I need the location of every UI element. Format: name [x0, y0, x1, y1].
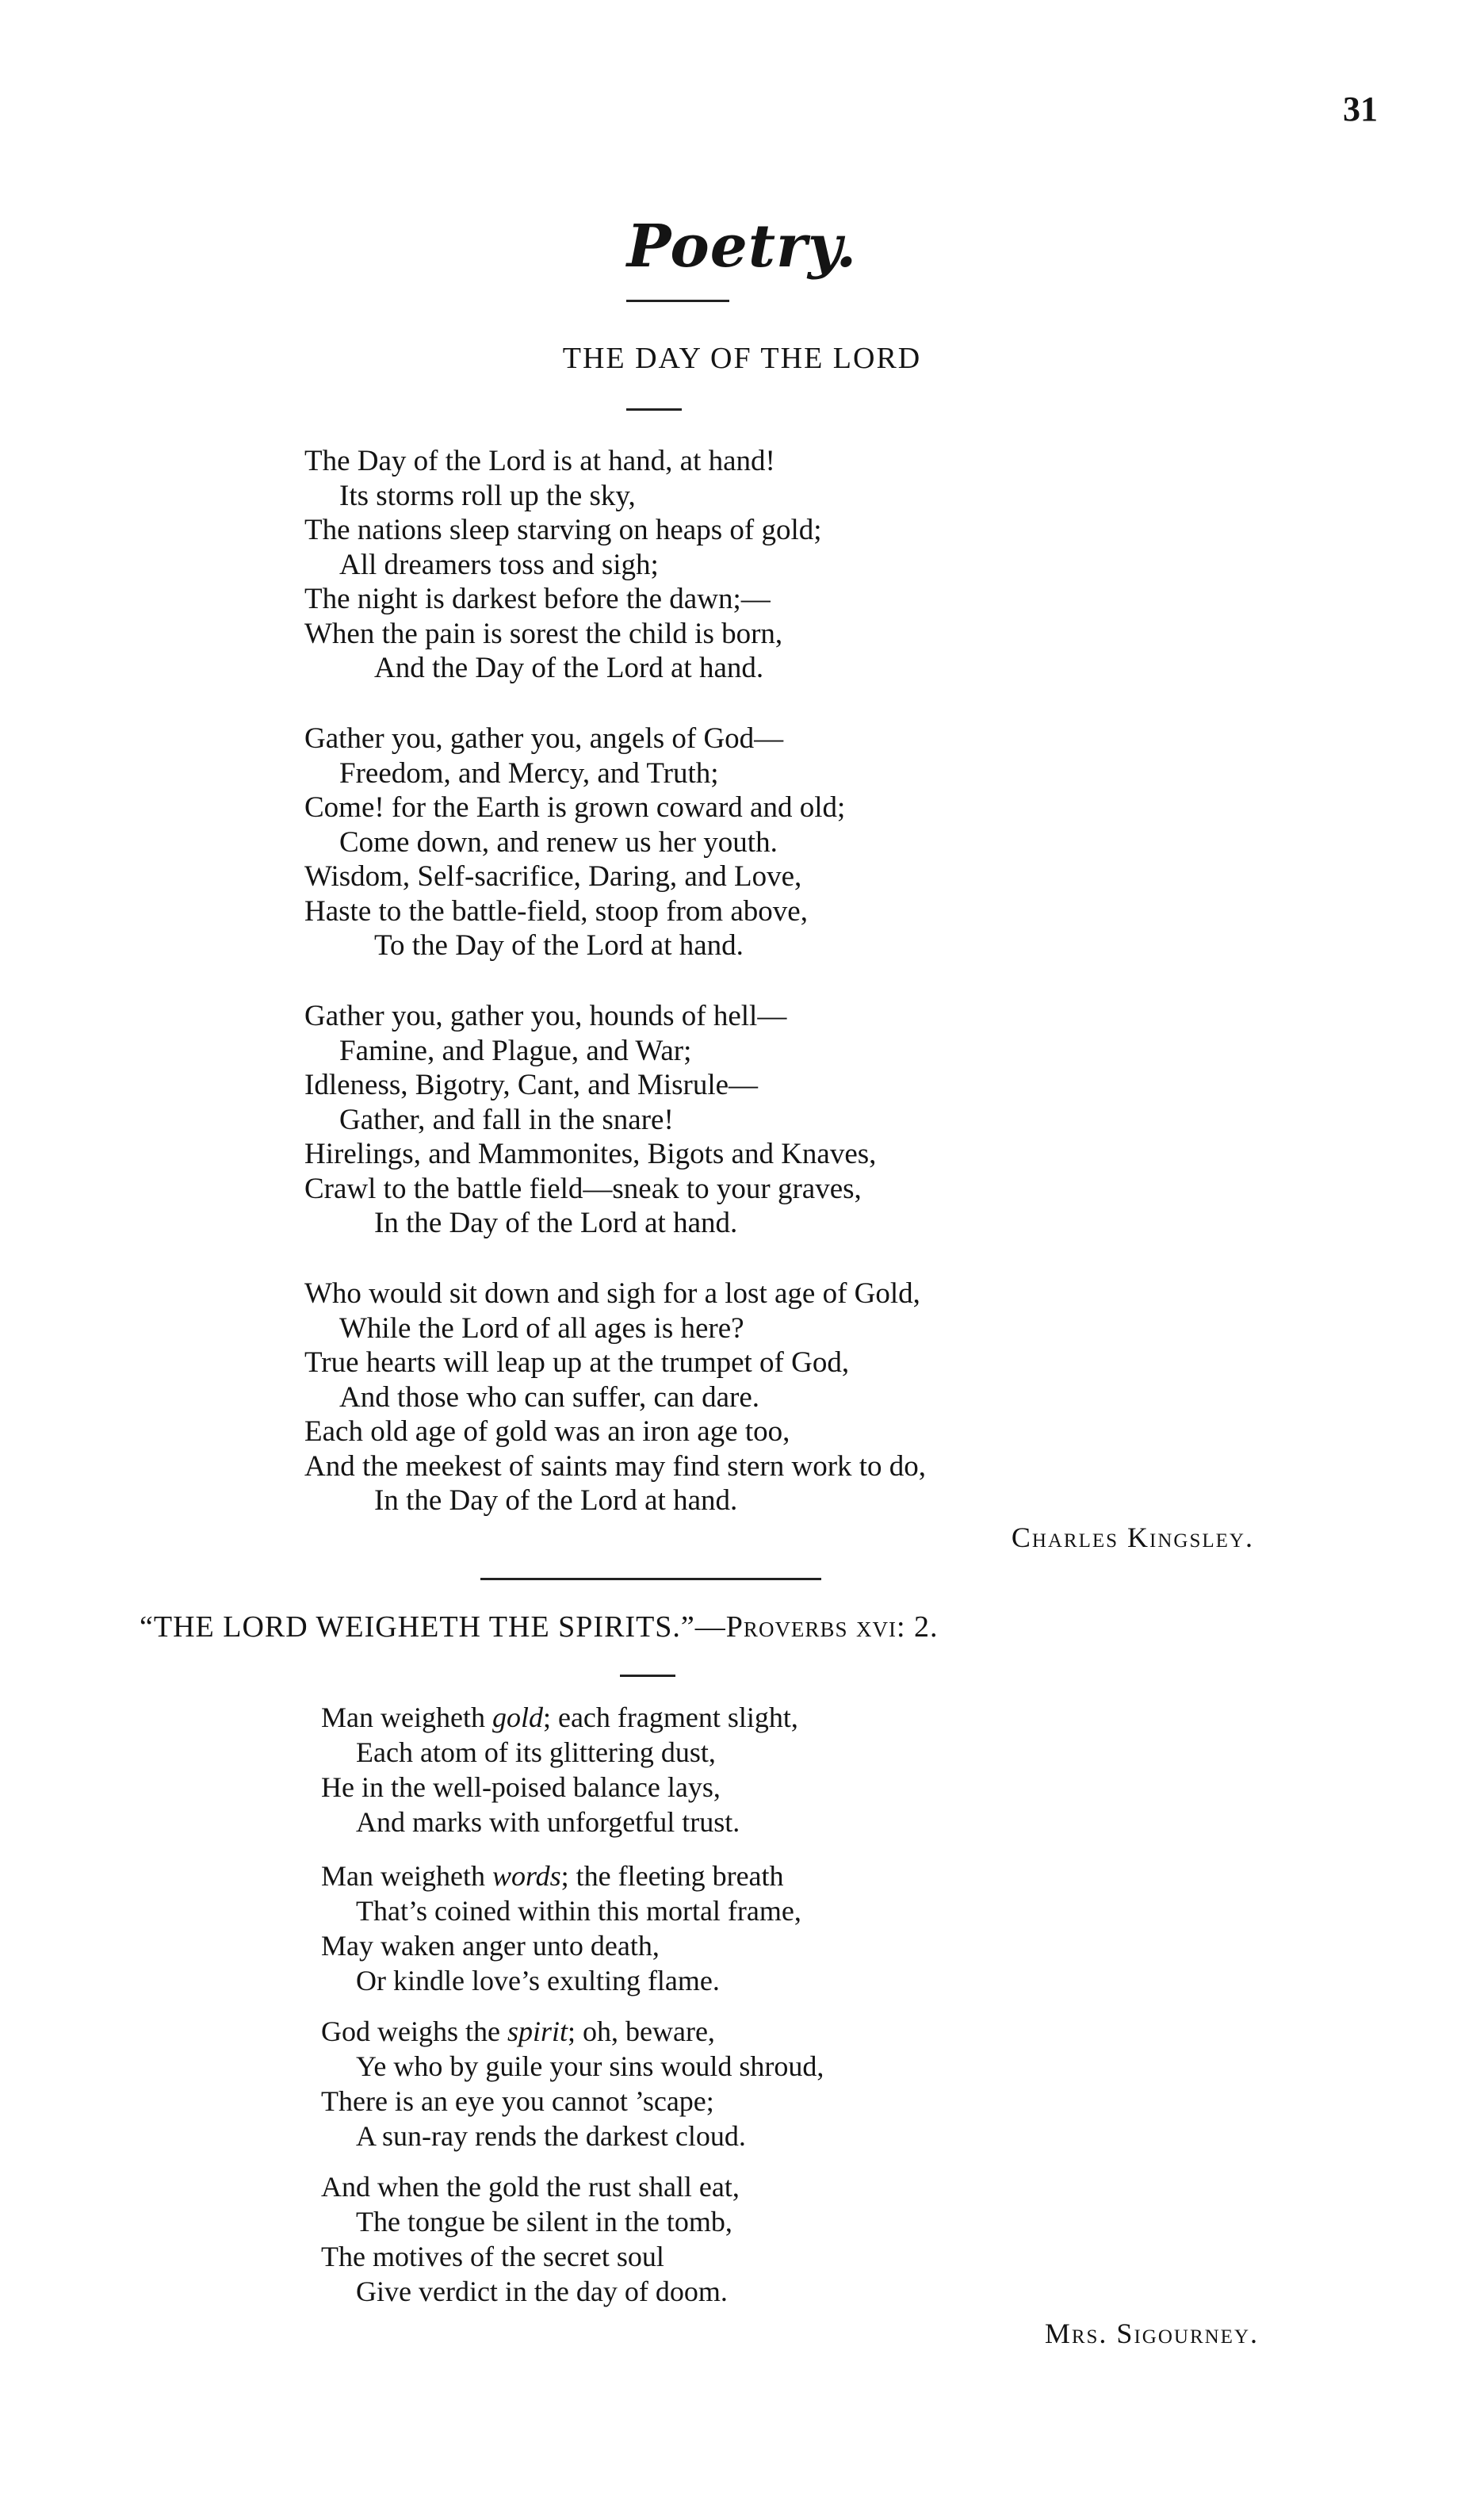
poem-line: Gather you, gather you, angels of God— [304, 722, 784, 755]
poem1-stanza-4 [304, 1277, 926, 1518]
poem2-reference: Proverbs xvi: 2. [725, 1610, 939, 1644]
poem2-stanza-4 [321, 2169, 740, 2309]
poem-line: Idleness, Bigotry, Cant, and Misrule— [304, 1069, 759, 1101]
poem-line: Each atom of its glittering dust, [356, 1736, 716, 1768]
poem-line: Crawl to the battle field—sneak to your graves, [304, 1172, 862, 1205]
divider-rule [626, 408, 682, 411]
poem1-title: THE DAY OF THE LORD [562, 342, 922, 375]
poem2-stanza-1 [321, 1700, 798, 1839]
poem-line: And when the gold the rust shall eat, [321, 2171, 740, 2203]
italic-word: gold [491, 1702, 543, 1733]
line-text: ; oh, beware, [568, 2015, 715, 2047]
poem-line: Its storms roll up the sky, [339, 479, 636, 512]
poem-line: A sun-ray rends the darkest cloud. [356, 2120, 746, 2152]
poem-line: When the pain is sorest the child is born, [304, 617, 783, 650]
poem-line: Come! for the Earth is grown coward and old; [304, 791, 846, 824]
poem1-stanza-3 [304, 999, 876, 1241]
line-text: ; the fleeting breath [560, 1860, 784, 1892]
poem2-title [140, 1610, 939, 1644]
page-number: 31 [1343, 90, 1378, 128]
poem1-stanza-2 [304, 722, 845, 963]
poem-line: And those who can suffer, can dare. [339, 1380, 760, 1414]
poem-line: In the Day of the Lord at hand. [374, 1207, 738, 1239]
poem-line: Gather you, gather you, hounds of hell— [304, 1000, 787, 1032]
poem-line: Gather, and fall in the snare! [339, 1103, 674, 1136]
poem-line: The night is darkest before the dawn;— [304, 583, 771, 615]
poem2-title-text: “THE LORD WEIGHETH THE SPIRITS.”— [140, 1610, 726, 1644]
line-text: ; each fragment slight, [542, 1702, 798, 1733]
poem-line: To the Day of the Lord at hand. [374, 929, 744, 962]
poem-line: Ye who by guile your sins would shroud, [356, 2050, 824, 2082]
poem-line: True hearts will leap up at the trumpet of God, [304, 1346, 850, 1379]
poem-line: All dreamers toss and sigh; [339, 548, 659, 581]
divider-rule [620, 1675, 675, 1677]
poem1-stanza-1 [304, 444, 822, 686]
divider-rule [626, 300, 729, 302]
poem-line: The Day of the Lord is at hand, at hand! [304, 445, 775, 477]
poem-line: In the Day of the Lord at hand. [374, 1484, 738, 1517]
line-text: God weighs the [321, 2015, 507, 2047]
poem2-stanza-2 [321, 1858, 801, 1998]
poem-line: Freedom, and Mercy, and Truth; [339, 756, 719, 790]
poem-line: The nations sleep starving on heaps of gold; [304, 514, 822, 546]
poem-line: May waken anger unto death, [321, 1930, 660, 1962]
poem-line: Famine, and Plague, and War; [339, 1034, 692, 1067]
poem-line [321, 2014, 824, 2049]
poem-line: Wisdom, Self-sacrifice, Daring, and Love, [304, 860, 802, 893]
poem-line: The tongue be silent in the tomb, [356, 2206, 732, 2237]
italic-word: words [491, 1860, 561, 1892]
poem-line: While the Lord of all ages is here? [339, 1311, 744, 1345]
italic-word: spirit [507, 2015, 568, 2047]
divider-rule [480, 1578, 821, 1580]
poem2-author: Mrs. Sigourney. [1044, 2318, 1259, 2349]
poem-line: Who would sit down and sigh for a lost age of Gold, [304, 1277, 920, 1310]
poem-line: There is an eye you cannot ’scape; [321, 2085, 714, 2117]
poem-line: He in the well-poised balance lays, [321, 1771, 721, 1803]
section-heading: Poetry. [626, 212, 858, 281]
line-text: Man weigheth [321, 1860, 492, 1892]
poem1-author: Charles Kingsley. [1011, 1522, 1254, 1553]
poem-line: And marks with unforgetful trust. [356, 1806, 740, 1838]
poem-line: That’s coined within this mortal frame, [356, 1895, 801, 1927]
poem-line: Each old age of gold was an iron age too, [304, 1415, 790, 1448]
poem-line: Or kindle love’s exulting flame. [356, 1965, 720, 1996]
poem-line: And the meekest of saints may find stern work to do, [304, 1449, 927, 1483]
poem-line: Come down, and renew us her youth. [339, 825, 778, 859]
poem-line: Haste to the battle-field, stoop from above, [304, 894, 808, 928]
poem-line: And the Day of the Lord at hand. [374, 652, 764, 684]
poem-line: Hirelings, and Mammonites, Bigots and Knaves, [304, 1138, 877, 1170]
poem-line: Give verdict in the day of doom. [356, 2276, 728, 2307]
poem-line: The motives of the secret soul [321, 2241, 664, 2272]
line-text: Man weigheth [321, 1702, 492, 1733]
poem-line [321, 1858, 801, 1893]
poem2-stanza-3 [321, 2014, 824, 2153]
poem-line [321, 1700, 798, 1735]
